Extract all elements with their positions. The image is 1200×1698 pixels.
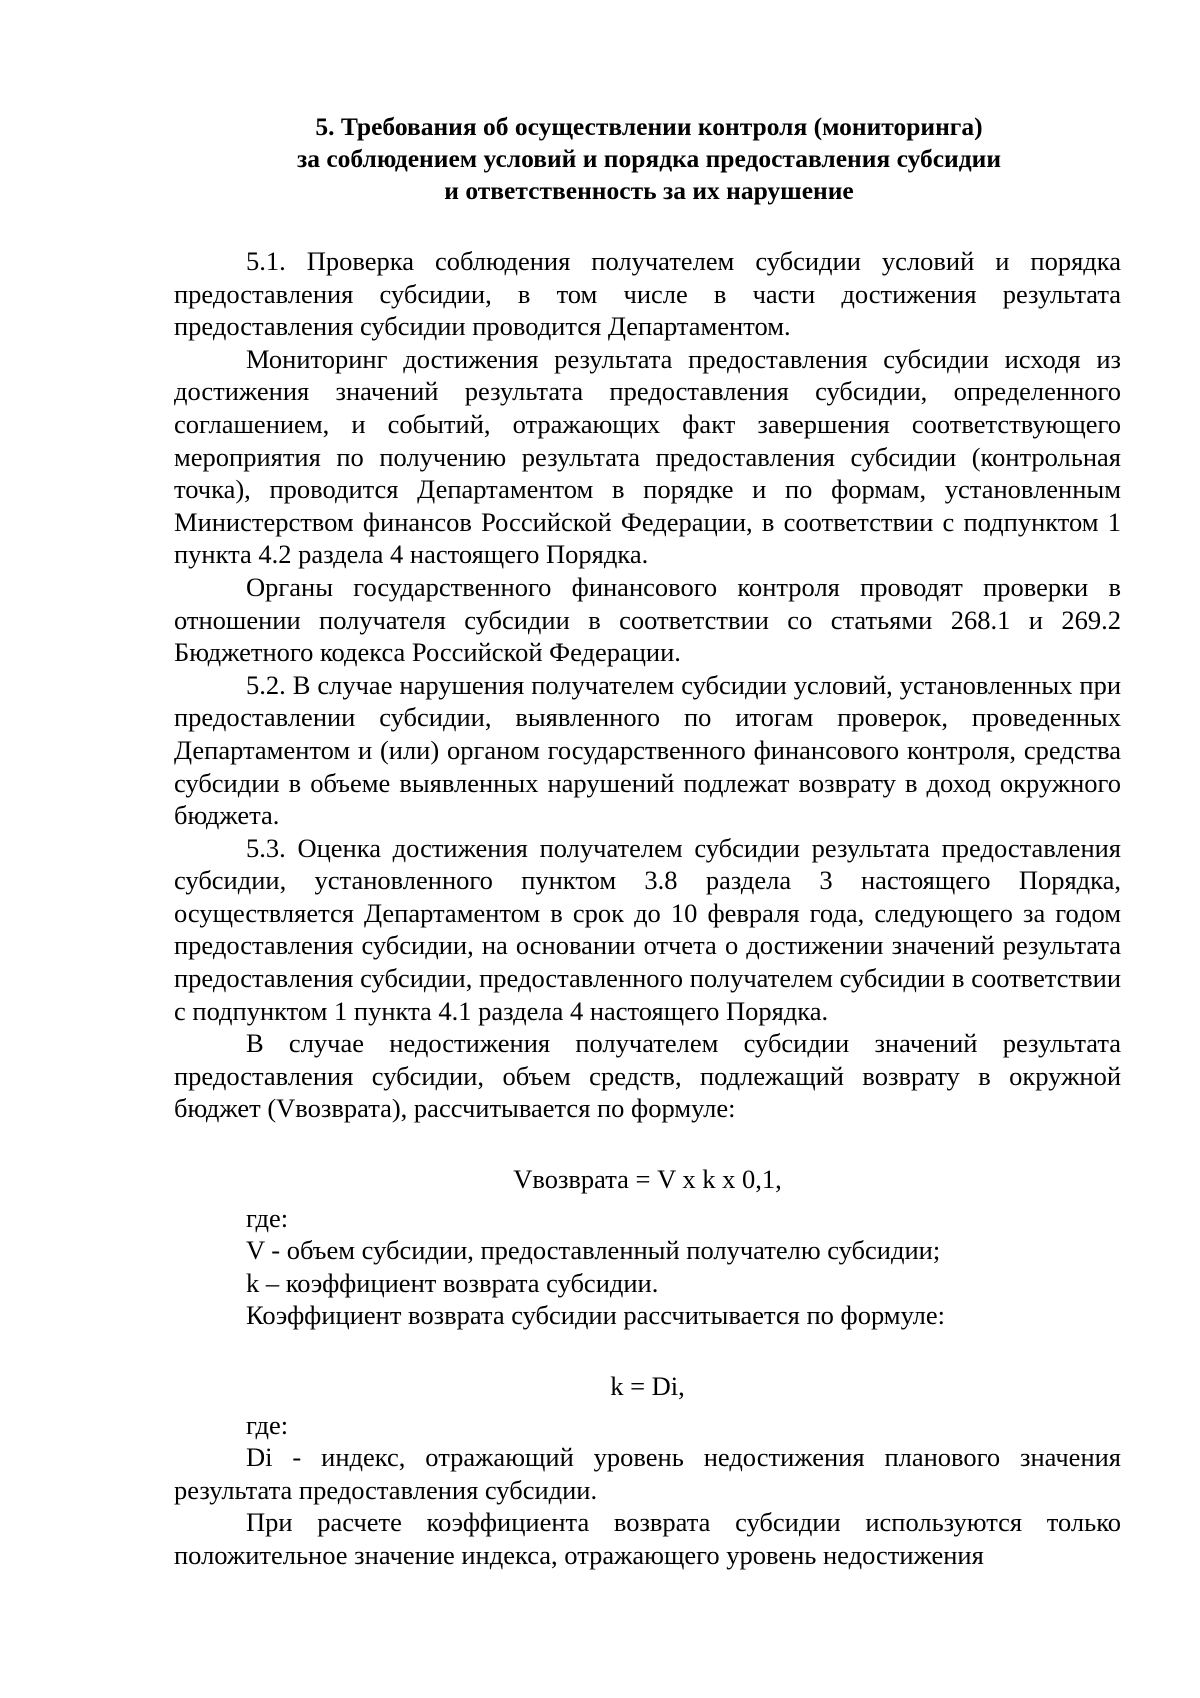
heading-line-1: 5. Требования об осуществлении контроля (мониторинга) xyxy=(315,112,983,141)
document-body xyxy=(174,245,1121,1572)
paragraph-non-achievement: В случае недостижения получателем субсидии значений результата предоставления субсидии, объем средств, подлежащий возврату в окружной бюджет (Vвозврата), рассчитывается по формуле: xyxy=(174,1028,1121,1124)
heading-line-2: за соблюдением условий и порядка предоставления субсидии xyxy=(296,144,1002,173)
definition-v: V - объем субсидии, предоставленный получателю субсидии; xyxy=(246,1235,941,1266)
definition-di: Di - индекс, отражающий уровень недостижения планового значения результата предоставления субсидии. xyxy=(174,1442,1121,1505)
formula-return-volume: Vвозврата = V x k x 0,1, xyxy=(513,1164,782,1195)
paragraph-monitoring: Мониторинг достижения результата предоставления субсидии исходя из достижения значений результата предоставления субсидии, определенного соглашением, и событий, отражающих факт завершения соответствующего мероприятия по получению результата предоставления субсидии (контрольная точка), проводится Департаментом в порядке и по формам, установленным Министерством финансов Российской Федерации, в соответствии с подпунктом 1 пункта 4.2 раздела 4 настоящего Порядка. xyxy=(174,343,1121,570)
paragraph-financial-control: Органы государственного финансового контроля проводят проверки в отношении получателя субсидии в соответствии со статьями 268.1 и 269.2 Бюджетного кодекса Российской Федерации. xyxy=(174,571,1121,668)
paragraph-5-2: 5.2. В случае нарушения получателем субсидии условий, установленных при предоставлении субсидии, выявленного по итогам проверок, проведенных Департаментом и (или) органом государственного финансового контроля, средства субсидии в объеме выявленных нарушений подлежат возврату в доход окружного бюджета. xyxy=(174,669,1121,831)
paragraph-coefficient: Коэффициент возврата субсидии рассчитывается по формуле: xyxy=(246,1300,946,1331)
heading-line-3: и ответственность за их нарушение xyxy=(444,176,854,205)
where-label-1: где: xyxy=(246,1202,289,1233)
definition-k: k – коэффициент возврата субсидии. xyxy=(246,1267,659,1298)
paragraph-5-1: 5.1. Проверка соблюдения получателем субсидии условий и порядка предоставления субсидии, в том числе в части достижения результата предоставления субсидии проводится Департаментом. xyxy=(174,246,1121,342)
paragraph-5-3: 5.3. Оценка достижения получателем субсидии результата предоставления субсидии, установленного пунктом 3.8 раздела 3 настоящего Порядка, осуществляется Департаментом в срок до 10 февраля года, следующего за годом предоставления субсидии, на основании отчета о достижении значений результата предоставления субсидии, предоставленного получателем субсидии в соответствии с подпунктом 1 пункта 4.1 раздела 4 настоящего Порядка. xyxy=(174,832,1121,1026)
where-label-2: где: xyxy=(246,1409,289,1440)
paragraph-calculation: При расчете коэффициента возврата субсидии используются только положительное значение индекса, отражающего уровень недостижения xyxy=(174,1507,1121,1570)
section-heading xyxy=(174,111,1124,207)
formula-coefficient: k = Di, xyxy=(610,1371,685,1401)
